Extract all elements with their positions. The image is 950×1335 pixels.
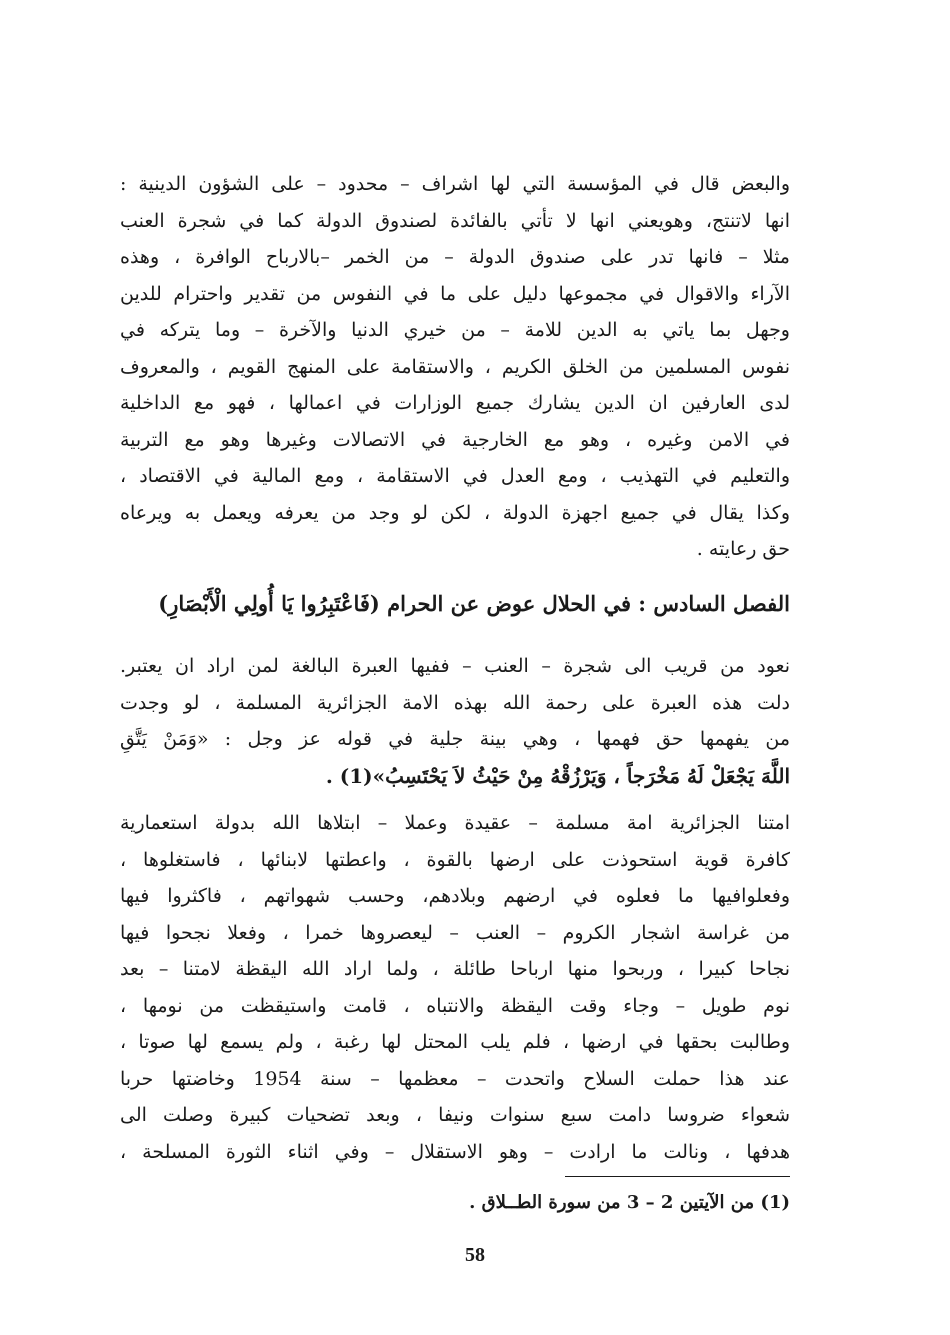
text-line: والتعليم في التهذيب ، ومع العدل في الاستقامة ، ومع المالية في الاقتصاد ،: [120, 465, 790, 487]
text-line: دلت هذه العبرة على رحمة الله بهذه الامة الجزائرية المسلمة ، لو وجدت: [120, 691, 790, 714]
text-line: مثلا – فانها تدر على صندوق الدولة – من الخمر –بالارباح الوافرة ، وهذه: [120, 246, 790, 268]
page-number: 58: [465, 1244, 485, 1266]
text-line: انها لاتنتج، وهويعني انها لا تأتي بالفائدة لصندوق الدولة كما في شجرة العنب: [120, 209, 790, 232]
text-line: الآراء والاقوال في مجموعها دليل على ما في النفوس من تقدير واحترام للدين: [120, 282, 790, 305]
text-line: هدفها ، ونالت ما ارادت – وهو الاستقلال – وفي اثناء الثورة المسلحة ،: [120, 1140, 790, 1163]
text-line: وجهل بما ياتي به الدين للامة – من خيري الدنيا والآخرة – وما يتركه في: [120, 319, 790, 341]
text-line: والبعض قال في المؤسسة التي لها اشراف – محدود – على الشؤون الدينية :: [120, 173, 790, 195]
chapter-heading: الفصل السادس : في الحلال عوض عن الحرام (فَاعْتَبِرُوا يَا أُولِي الْأَبْصَارِ): [158, 591, 790, 616]
text-line: في الامن وغيره ، وهو مع الخارجية في الاتصالات وغيرها وهو مع التربية: [120, 428, 790, 451]
text-line: نوم طويل – وجاء وقت اليقظة والانتباه ، قامت واستيقظت من نومها ،: [120, 994, 790, 1017]
text-line: وكذا يقال في جميع اجهزة الدولة ، لكن لو وجد من يعرفه ويعمل به ويرعاه: [120, 501, 790, 524]
text-line: من غراسة اشجار الكروم – العنب – ليعصروها خمرا ، وفعلا نجحوا فيها: [120, 921, 790, 944]
text-line: لدى العارفين ان الدين يشارك جميع الوزارات في اعمالها ، فهو مع الداخلية: [120, 392, 790, 414]
text-line: نعود من قريب الى شجرة – العنب – ففيها العبرة البالغة لمن اراد ان يعتبر.: [120, 655, 790, 677]
text-line: نجاحا كبيرا ، وربحوا منها ارباحا طائلة ، ولما اراد الله اليقظة لامتنا – بعد: [120, 958, 790, 980]
text-line: وطالبت بحقها في ارضها ، فلم يلب المحتل لها رغبة ، ولم يسمع لها صوتا ،: [120, 1031, 790, 1053]
text-line: كافرة قوية استحوذت على ارضها بالقوة ، واعطتها لابنائها ، فاستغلوها ،: [120, 848, 790, 871]
text-line: شعواء ضروسا دامت سبع سنوات ونيفا ، وبعد تضحيات كبيرة وصلت الى: [120, 1104, 790, 1126]
paragraph-2: [120, 648, 790, 794]
quran-verse-line: اللَّهَ يَجْعَلْ لَهُ مَخْرَجاً ، وَيَرْزُقْهُ مِنْ حَيْثُ لاَ يَحْتَسِبُ»(1) .: [325, 763, 790, 788]
text-line: وفعلوافيها ما فعلوه في ارضهم وبلادهم، وحسب شهواتهم ، فاكثروا فيها: [120, 885, 790, 907]
text-line: حق رعايته .: [696, 538, 790, 560]
footnote: (1) من الآيتين 2 – 3 من سورة الطــلاق .: [469, 1192, 790, 1213]
text-line: امتنا الجزائرية امة مسلمة – عقيدة وعملا – ابتلاها الله بدولة استعمارية: [120, 812, 790, 834]
paragraph-1: [120, 166, 790, 568]
paragraph-3: [120, 805, 790, 1170]
text-line: من يفهمها حق فهمها ، وهي بينة جلية في قوله عز وجل : «وَمَنْ يَتَّقِ: [120, 728, 790, 750]
text-line: عند هذا حملت السلاح واتحدت – معظمها – سنة 1954 وخاضتها حربا: [120, 1067, 790, 1090]
footnote-divider: [565, 1176, 790, 1177]
text-line: نفوس المسلمين من الخلق الكريم ، والاستقامة على المنهج القويم ، والمعروف: [120, 355, 790, 378]
